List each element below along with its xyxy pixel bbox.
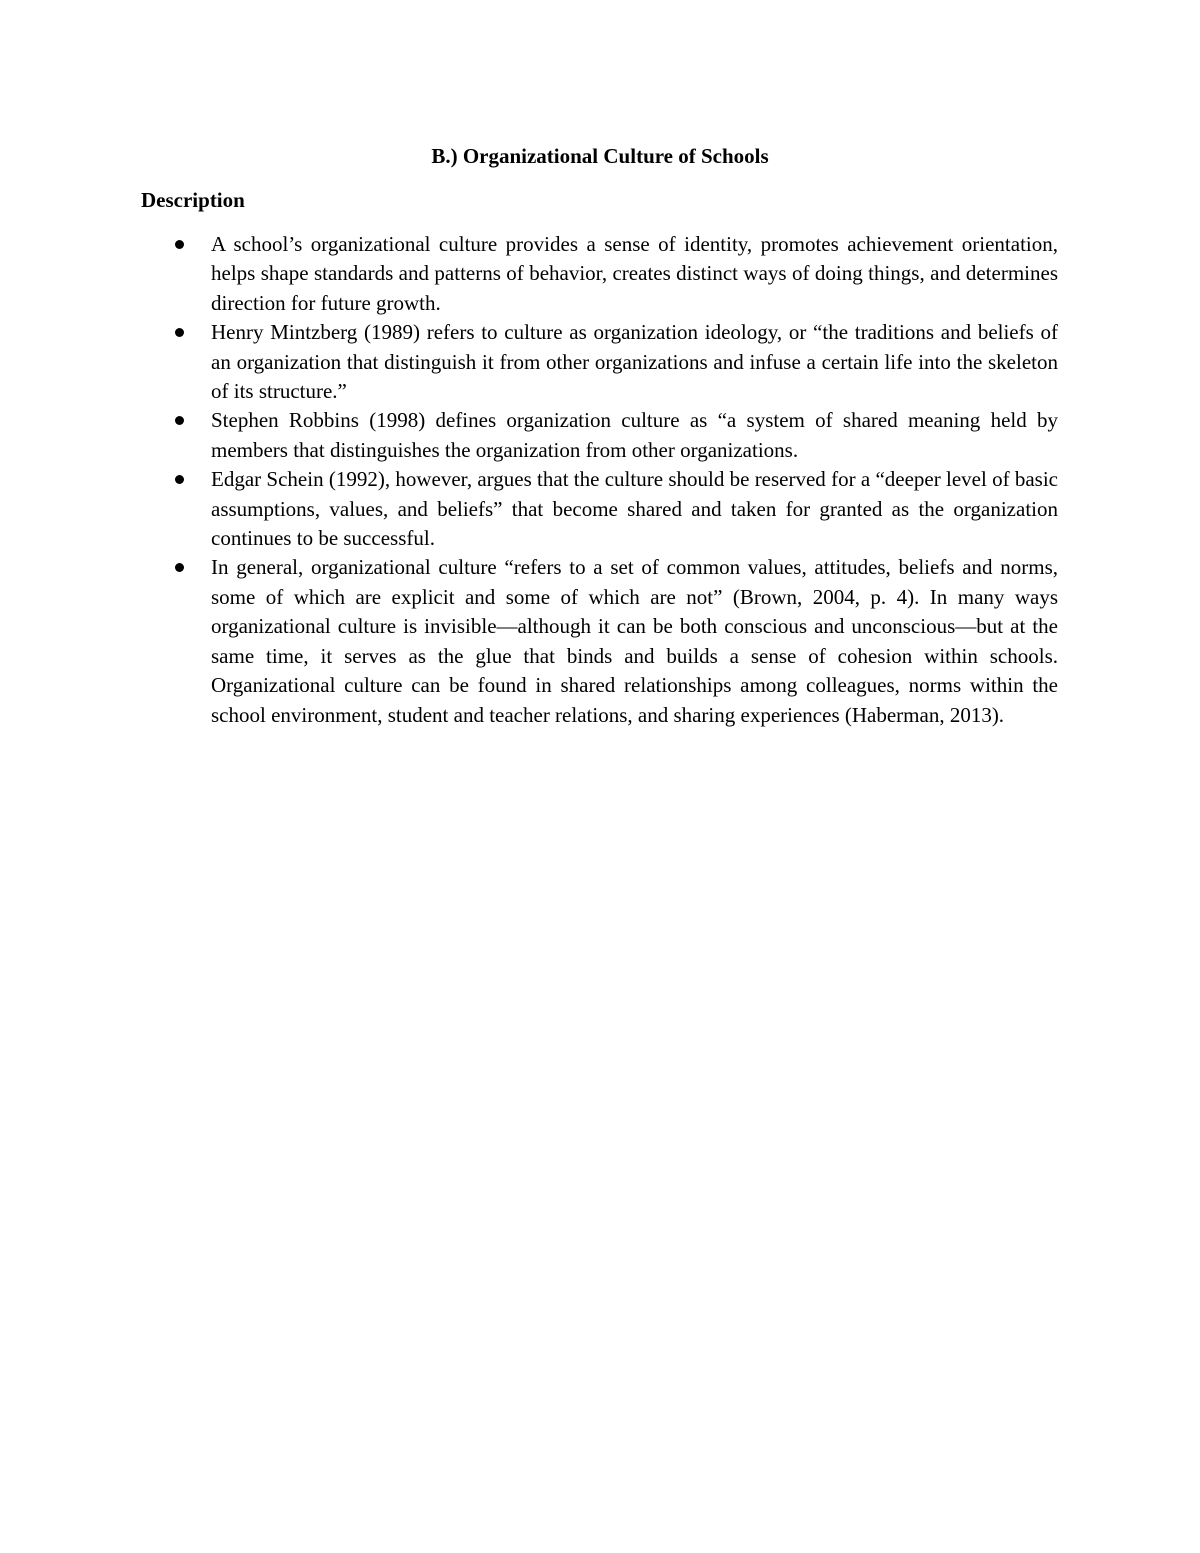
list-item bbox=[211, 230, 1058, 318]
bullet-dot-icon bbox=[175, 563, 184, 572]
list-item-text: Stephen Robbins (1998) defines organization culture as “a system of shared meaning held by members that distinguishes the organization from other organizations. bbox=[211, 408, 1058, 462]
list-item bbox=[211, 318, 1058, 406]
bullet-dot-icon bbox=[175, 328, 184, 337]
list-item-text: A school’s organizational culture provides a sense of identity, promotes achievement orientation, helps shape standards and patterns of behavior, creates distinct ways of doing things, and determines direction for future growth. bbox=[211, 232, 1058, 315]
bullet-list bbox=[211, 230, 1058, 730]
document-title: B.) Organizational Culture of Schools bbox=[431, 144, 769, 168]
list-item bbox=[211, 406, 1058, 465]
list-item-text: In general, organizational culture “refers to a set of common values, attitudes, beliefs and norms, some of which are explicit and some of which are not” (Brown, 2004, p. 4). In many ways organizational culture is invisible—although it can be both conscious and unconscious—but at the same time, it serves as the glue that binds and builds a sense of cohesion within schools. Organizational culture can be found in shared relationships among colleagues, norms within the school environment, student and teacher relations, and sharing experiences (Haberman, 2013). bbox=[211, 555, 1058, 727]
bullet-dot-icon bbox=[175, 416, 184, 425]
section-heading-description: Description bbox=[141, 188, 245, 212]
list-item-text: Henry Mintzberg (1989) refers to culture as organization ideology, or “the traditions and beliefs of an organization that distinguish it from other organizations and infuse a certain life into the skeleton of its structure.” bbox=[211, 320, 1058, 404]
list-item bbox=[211, 553, 1058, 729]
list-item bbox=[211, 465, 1058, 553]
bullet-dot-icon bbox=[175, 240, 184, 249]
list-item-text: Edgar Schein (1992), however, argues that the culture should be reserved for a “deeper level of basic assumptions, values, and beliefs” that become shared and taken for granted as the organization continues to be successful. bbox=[211, 467, 1058, 551]
bullet-dot-icon bbox=[175, 475, 184, 484]
